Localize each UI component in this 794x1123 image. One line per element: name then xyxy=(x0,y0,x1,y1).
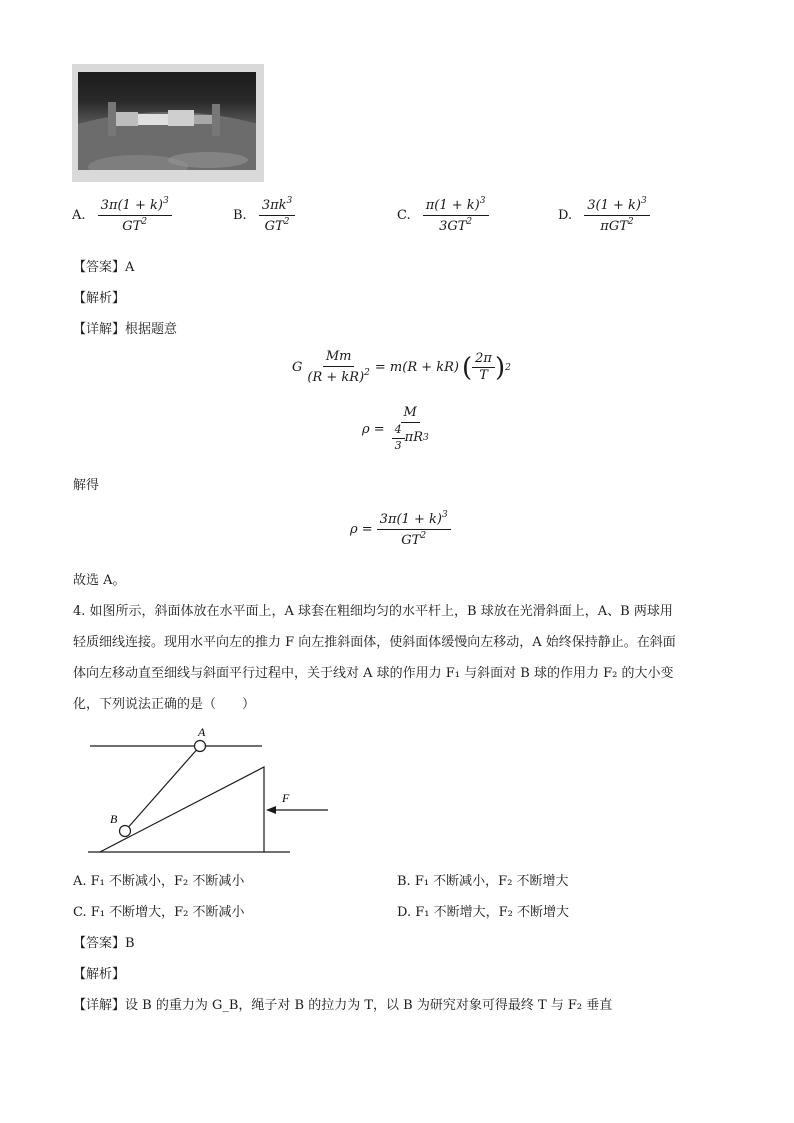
equation-gravity: G $\frac{Mm}{(R + kR)^2}$ = m(R + kR) ( $\frac{2\pi}{T}$ ) 2 xyxy=(292,349,511,385)
option-d-label: D. xyxy=(558,207,573,223)
option-d-formula: $\frac{3(1 + k)^3}{\pi GT^2}$ xyxy=(584,196,649,235)
string-line xyxy=(125,746,200,831)
ball-a xyxy=(195,741,206,752)
q4-option-d[interactable]: D. F₁ 不断增大，F₂ 不断增大 xyxy=(397,905,569,920)
option-d[interactable] xyxy=(558,196,650,235)
q4-option-b[interactable]: B. F₁ 不断减小，F₂ 不断增大 xyxy=(397,874,569,889)
photo-content xyxy=(78,72,256,170)
label-a: A xyxy=(198,725,206,739)
q3-answer: 【答案】A xyxy=(73,260,135,275)
option-c-label: C. xyxy=(397,207,411,223)
q4-option-c[interactable]: C. F₁ 不断增大，F₂ 不断减小 xyxy=(73,905,245,920)
q4-option-a[interactable]: A. F₁ 不断减小，F₂ 不断减小 xyxy=(73,874,245,889)
q3-solve-label: 解得 xyxy=(73,478,100,493)
q4-stem-line-1: 4. 如图所示，斜面体放在水平面上，A 球套在粗细均匀的水平杆上，B 球放在光滑斜面上，A、B 两球用 xyxy=(73,604,673,619)
q4-stem-line-3: 体向左移动直至细线与斜面平行过程中，关于线对 A 球的作用力 F₁ 与斜面对 B 球的作用力 F₂ 的大小变 xyxy=(73,666,674,681)
option-b-label: B. xyxy=(233,207,247,223)
q4-analysis-heading: 【解析】 xyxy=(73,967,126,982)
q4-stem-line-2: 轻质细线连接。现用水平向左的推力 F 向左推斜面体，使斜面体缓慢向左移动，A 始终保持静止。在斜面 xyxy=(73,635,676,650)
label-f: F xyxy=(282,791,290,805)
option-a-label: A. xyxy=(72,207,86,223)
incline-block xyxy=(100,767,264,852)
option-a-formula: $\frac{3\pi(1 + k)^3}{GT^2}$ xyxy=(98,196,172,235)
q3-detail: 【详解】根据题意 xyxy=(73,322,178,337)
label-b: B xyxy=(110,812,118,826)
station-illustration xyxy=(78,72,256,170)
ball-b xyxy=(120,826,131,837)
force-arrow-head xyxy=(266,806,276,814)
equation-density: ρ = M $\frac{4}{3}$ πR 3 xyxy=(362,405,429,452)
q4-answer: 【答案】B xyxy=(73,936,135,951)
option-b[interactable] xyxy=(233,196,295,235)
option-a[interactable] xyxy=(72,196,172,235)
q3-conclusion: 故选 A。 xyxy=(73,573,126,588)
q4-stem-line-4: 化，下列说法正确的是（ ） xyxy=(73,697,256,712)
option-c[interactable] xyxy=(397,196,489,235)
equation-result: ρ = $\frac{3\pi(1 + k)^3}{GT^2}$ xyxy=(350,510,451,549)
q4-detail: 【详解】设 B 的重力为 G_B，绳子对 B 的拉力为 T，以 B 为研究对象可得最终 T 与 F₂ 垂直 xyxy=(73,998,613,1013)
q3-analysis-heading: 【解析】 xyxy=(73,291,126,306)
incline-diagram xyxy=(80,722,340,862)
option-b-formula: $\frac{3\pi k^3}{GT^2}$ xyxy=(259,196,295,235)
space-station-photo xyxy=(72,64,264,182)
option-c-formula: $\frac{\pi(1 + k)^3}{3GT^2}$ xyxy=(423,196,489,235)
